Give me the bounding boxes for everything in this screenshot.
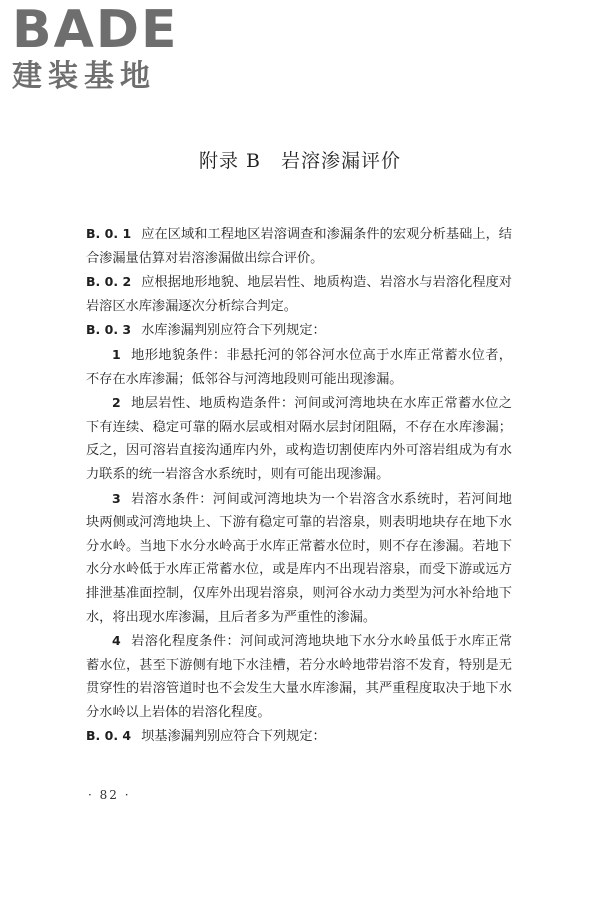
clause-b01 [86, 222, 512, 270]
list-item-1 [86, 343, 512, 391]
clause-number: B. 0. 2 [86, 274, 132, 290]
item-number: 4 [112, 633, 121, 649]
item-text: 地形地貌条件：非悬托河的邻谷河水位高于水库正常蓄水位者，不存在水库渗漏；低邻谷与河湾地段则可能出现渗漏。 [86, 347, 512, 387]
clause-text: 坝基渗漏判别应符合下列规定： [141, 729, 326, 745]
clause-text: 应在区域和工程地区岩溶调查和渗漏条件的宏观分析基础上，结合渗漏量估算对岩溶渗漏做出综合评价。 [86, 227, 512, 266]
clause-b03 [86, 318, 512, 343]
page-number: · 82 · [88, 788, 131, 802]
list-item-4 [86, 629, 512, 724]
logo-wordmark: BADE [12, 0, 179, 60]
clause-number: B. 0. 1 [86, 226, 132, 241]
item-number: 3 [112, 490, 121, 506]
list-item-2 [86, 391, 512, 486]
clause-number: B. 0. 4 [86, 728, 132, 744]
list-item-3 [86, 487, 512, 630]
item-text: 岩溶化程度条件：河间或河湾地块地下水分水岭虽低于水库正常蓄水位，甚至下游侧有地下水洼槽，若分水岭地带岩溶不发育，特别是无贯穿性的岩溶管道时也不会发生大量水库渗漏，其严重程度取决于地下水分水岭以上岩体的岩溶化程度。 [86, 634, 512, 720]
clause-b02 [86, 270, 512, 318]
item-text: 岩溶水条件：河间或河湾地块为一个岩溶含水系统时，若河间地块两侧或河湾地块上、下游有稳定可靠的岩溶泉，则表明地块存在地下水分水岭。当地下水分水岭高于水库正常蓄水位时，则不存在渗漏。若地下水分水岭低于水库正常蓄水位，或是库内不出现岩溶泉，而受下游或远方排泄基准面控制，仅库外出现岩溶泉，则河谷水动力类型为河水补给地下水，将出现水库渗漏，且后者多为严重性的渗漏。 [86, 491, 512, 625]
page-title: 附录 B 岩溶渗漏评价 [198, 150, 401, 172]
clause-text: 应根据地形地貌、地层岩性、地质构造、岩溶水与岩溶化程度对岩溶区水库渗漏逐次分析综合判定。 [86, 275, 512, 314]
item-number: 1 [112, 346, 121, 362]
logo-subtitle: 建装基地 [12, 59, 156, 94]
document-body [86, 222, 512, 749]
clause-text: 水库渗漏判别应符合下列规定： [141, 323, 326, 339]
item-text: 地层岩性、地质构造条件：河间或河湾地块在水库正常蓄水位之下有连续、稳定可靠的隔水层或相对隔水层封闭阻隔，不存在水库渗漏；反之，因可溶岩直接沟通库内外，或构造切割使库内外可溶岩组成为有水力联系的统一岩溶含水系统时，则有可能出现渗漏。 [86, 396, 512, 482]
bade-logo [12, 0, 179, 96]
item-number: 2 [112, 395, 121, 411]
clause-b04 [86, 724, 512, 749]
clause-number: B. 0. 3 [86, 322, 132, 338]
